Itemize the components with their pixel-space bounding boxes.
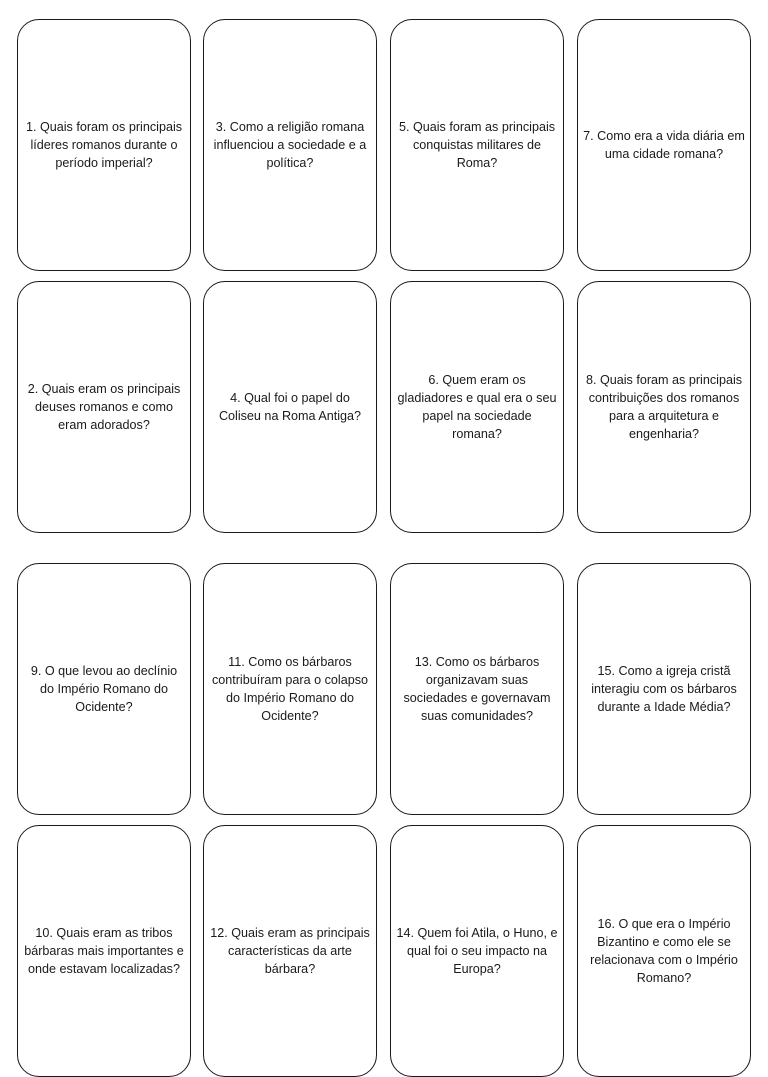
question-card-12 [203, 825, 377, 1077]
question-text: 16. O que era o Império Bizantino e como ele se relacionava com o Império Romano? [590, 917, 738, 985]
question-card-1 [17, 19, 191, 271]
question-text: 10. Quais eram as tribos bárbaras mais importantes e onde estavam localizadas? [24, 926, 184, 976]
question-card-3 [203, 19, 377, 271]
question-card-5 [390, 19, 564, 271]
question-card-9 [17, 563, 191, 815]
question-text: 12. Quais eram as principais características da arte bárbara? [210, 926, 370, 976]
question-text: 11. Como os bárbaros contribuíram para o colapso do Império Romano do Ocidente? [211, 655, 369, 723]
question-card-8 [577, 281, 751, 533]
question-text: 5. Quais foram as principais conquistas militares de Roma? [398, 120, 556, 170]
question-text: 9. O que levou ao declínio do Império Romano do Ocidente? [30, 664, 178, 714]
question-card-4 [203, 281, 377, 533]
question-card-16 [577, 825, 751, 1077]
question-card-6 [390, 281, 564, 533]
question-text: 13. Como os bárbaros organizavam suas sociedades e governavam suas comunidades? [403, 655, 551, 723]
question-text: 3. Como a religião romana influenciou a sociedade e a política? [213, 120, 367, 170]
question-card-13 [390, 563, 564, 815]
question-text: 15. Como a igreja cristã interagiu com os bárbaros durante a Idade Média? [591, 664, 737, 714]
question-card-15 [577, 563, 751, 815]
question-text: 14. Quem foi Atila, o Huno, e qual foi o seu impacto na Europa? [396, 926, 558, 976]
question-card-7 [577, 19, 751, 271]
question-text: 2. Quais eram os principais deuses romanos e como eram adorados? [27, 382, 181, 432]
question-card-2 [17, 281, 191, 533]
question-text: 4. Qual foi o papel do Coliseu na Roma Antiga? [218, 391, 362, 423]
question-card-14 [390, 825, 564, 1077]
question-text: 7. Como era a vida diária em uma cidade romana? [583, 129, 745, 161]
question-card-11 [203, 563, 377, 815]
question-text: 1. Quais foram os principais líderes romanos durante o período imperial? [25, 120, 183, 170]
question-text: 8. Quais foram as principais contribuições dos romanos para a arquitetura e engenharia? [585, 373, 743, 441]
question-card-10 [17, 825, 191, 1077]
question-text: 6. Quem eram os gladiadores e qual era o seu papel na sociedade romana? [397, 373, 557, 441]
